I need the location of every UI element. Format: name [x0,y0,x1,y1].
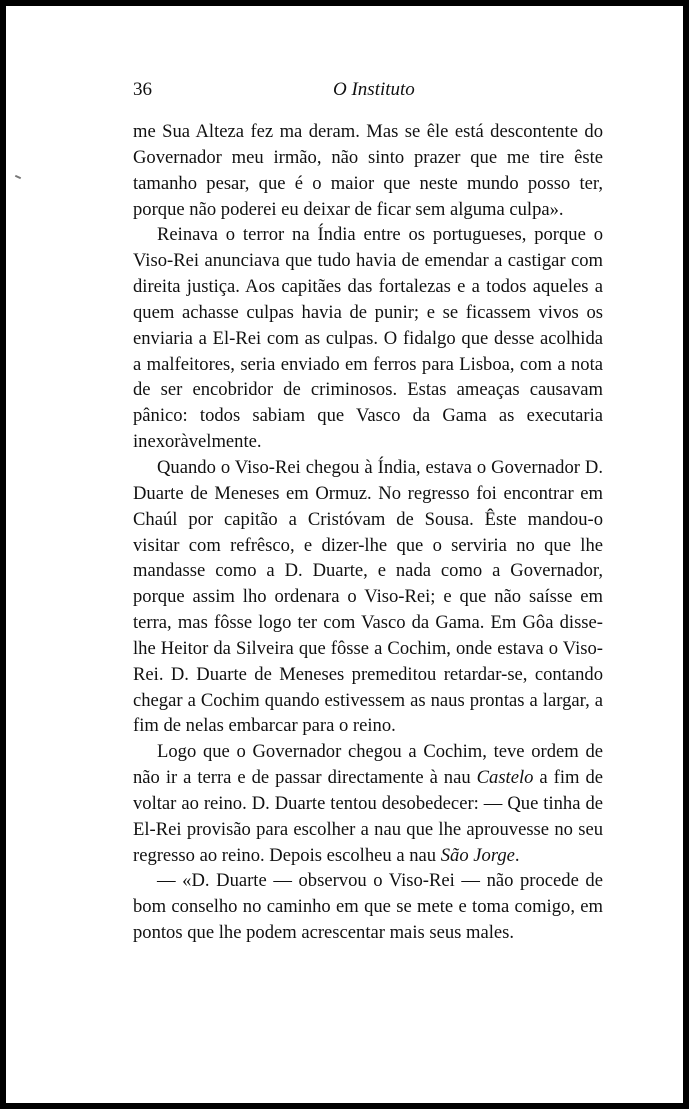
ship-name-sao-jorge: São Jorge [440,844,515,866]
body-text [133,119,603,946]
paragraph-4 [133,739,603,868]
paragraph-5: — «D. Duarte — observou o Viso-Rei — não procede de bom conselho no caminho em que se mete e toma comigo, em pontos que lhe podem acrescentar mais seus males. [133,870,603,944]
page-header [133,79,611,109]
ship-name-castelo: Castelo [476,767,534,789]
paragraph-4-text-start: Logo que o Governador chegou a Cochim, teve ordem de não ir a terra e de passar directamente à nau [133,741,603,789]
paragraph-4-text-end: . [514,844,520,866]
running-title: O Instituto [333,79,415,100]
paper-speck [15,175,21,179]
paragraph-3: Quando o Viso-Rei chegou à Índia, estava o Governador D. Duarte de Meneses em Ormuz. No regresso foi encontrar em Chaúl por capitão a Cristóvam de Sousa. Êste mandou-o visitar com refrêsco, e dizer-lhe que o serviria no que lhe mandasse como a D. Duarte, e nada como a Governador, porque assim lho ordenara o Viso-Rei; e que não saísse em terra, mas fôsse logo ter com Vasco da Gama. Em Gôa disse-lhe Heitor da Silveira que fôsse a Cochim, onde estava o Viso-Rei. D. Duarte de Meneses premeditou retardar-se, contando chegar a Cochim quando estivessem as naus prontas a largar, a fim de nelas embarcar para o reino. [133,456,603,737]
paragraph-2: Reinava o terror na Índia entre os portugueses, porque o Viso-Rei anunciava que tudo havia de emendar a castigar com direita justiça. Aos capitães das fortalezas e a todos aqueles a quem achasse culpas havia de punir; e se ficassem vivos os enviaria a El-Rei com as culpas. O fidalgo que desse acolhida a malfeitores, seria enviado em ferros para Lisboa, com a nota de ser encobridor de criminosos. Estas ameaças causavam pânico: todos sabiam que Vasco da Gama as executaria inexoràvelmente. [133,224,603,453]
paragraph-1: me Sua Alteza fez ma deram. Mas se êle está descontente do Governador meu irmão, não sinto prazer que me tire êste tamanho pesar, que é o maior que neste mundo posso ter, porque não poderei eu deixar de ficar sem alguma culpa». [133,121,603,220]
book-page [6,6,683,1103]
page-number: 36 [133,79,152,100]
paragraph-4-text-middle: a fim de voltar ao reino. D. Duarte tentou desobedecer: — Que tinha de El-Rei provisão para escolher a nau que lhe aprouvesse no seu regresso ao reino. Depois escolheu a nau [133,767,603,866]
